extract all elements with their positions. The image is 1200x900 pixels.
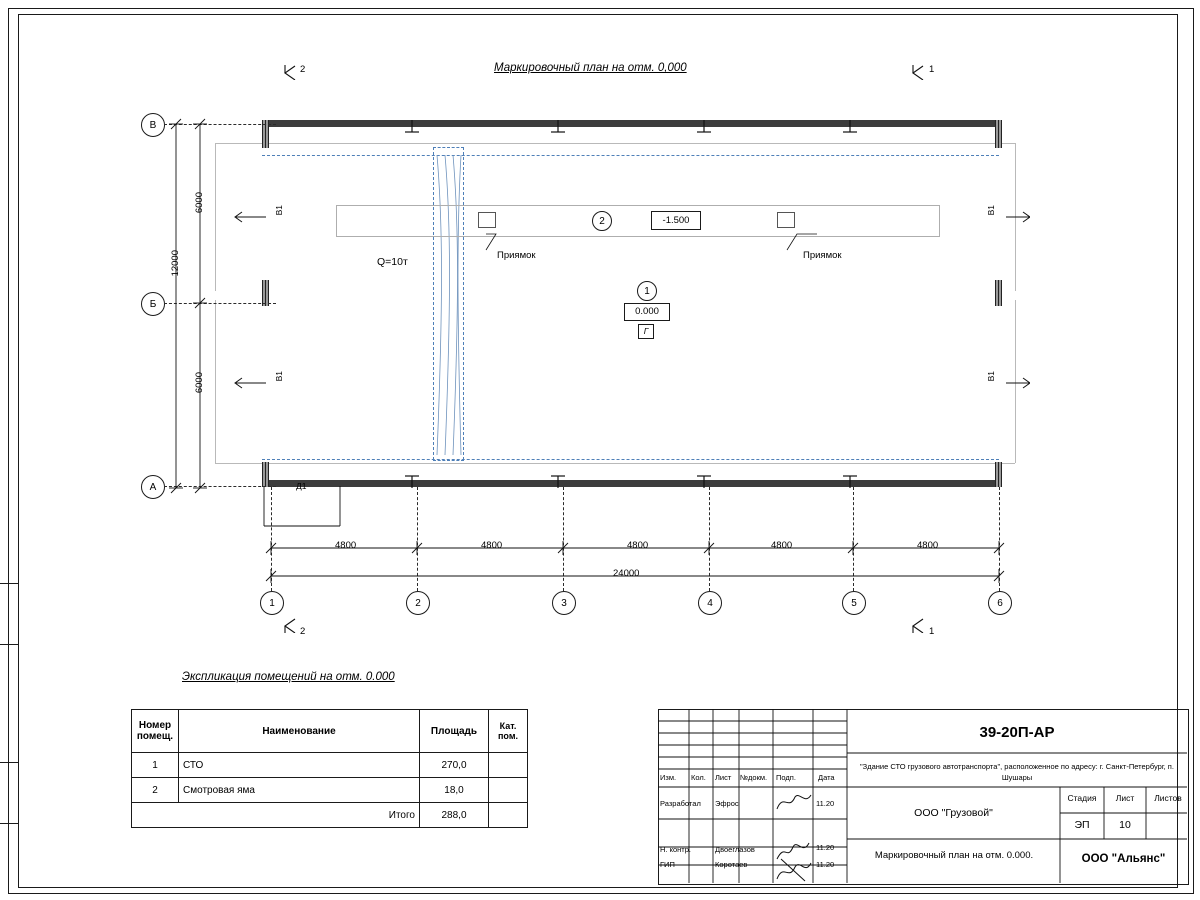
signature-3: [775, 855, 813, 883]
stamp-lists-label: Листов: [1154, 793, 1182, 803]
spec-total-value: 288,0: [420, 803, 489, 828]
pit-label-left: Приямок: [497, 250, 536, 261]
stamp-left-grid: [658, 709, 848, 883]
spec-cell-num: 2: [132, 778, 179, 803]
stamp-role-2: Н. контр.: [660, 845, 691, 854]
crane-runway-top: [262, 155, 999, 156]
spec-total-cat: [489, 803, 528, 828]
stamp-list-value: 10: [1119, 819, 1131, 831]
table-row: [132, 778, 528, 803]
columns-bottom: [258, 474, 1006, 490]
axis-bubble-h-5: 5: [842, 591, 866, 615]
table-total-row: [132, 803, 528, 828]
margin-tab-1: [0, 583, 18, 645]
spec-total-label: Итого: [179, 803, 420, 828]
door-label: Д1: [296, 481, 307, 491]
level-floor-badge: 0.000: [624, 303, 670, 321]
room-marker-1: 1: [637, 281, 657, 301]
spec-col-area: Площадь: [420, 710, 489, 753]
spec-col-num: Номер помещ.: [132, 710, 179, 753]
window-mark-right-lower: В1: [986, 371, 996, 382]
signature-1: [775, 789, 813, 815]
dim-bay-1: 4800: [335, 540, 357, 551]
exit-arrows: [230, 205, 1030, 395]
spec-title: Экспликация помещений на отм. 0.000: [182, 671, 395, 683]
axis-bubble-h-3: 3: [552, 591, 576, 615]
door-d1: [262, 486, 342, 530]
plan-title: Маркировочный план на отм. 0,000: [494, 62, 687, 74]
room-outline-bottom: [215, 463, 1015, 464]
spec-col-name: Наименование: [179, 710, 420, 753]
dim-bay-2: 4800: [481, 540, 503, 551]
stamp-date-2: 11.20: [816, 843, 835, 852]
inspection-pit-top: [433, 147, 464, 148]
stamp-col-podp: Подп.: [776, 773, 796, 782]
room-outline-top: [215, 143, 1015, 144]
section-mark-label: 1: [929, 626, 935, 637]
stamp-sheet-title-text: Маркировочный план на отм. 0.000.: [874, 850, 1034, 861]
spec-cell-name: СТО: [179, 753, 420, 778]
window-mark-left-lower: В1: [274, 371, 284, 382]
stamp-list-label: Лист: [1115, 793, 1135, 803]
room-outline-left-lower: [215, 300, 216, 463]
spec-cell-cat: [489, 778, 528, 803]
spec-total-spacer: [132, 803, 179, 828]
spec-col-cat: Кат. пом.: [489, 710, 528, 753]
crane-runway-bottom: [262, 459, 999, 460]
stamp-date-3: 11.20: [816, 860, 835, 869]
dim-bay-4: 4800: [771, 540, 793, 551]
window-mark-right-upper: В1: [986, 205, 996, 216]
axis-bubble-v-1: В: [141, 113, 165, 137]
category-badge: Г: [638, 324, 654, 339]
columns-top: [258, 118, 1006, 134]
axis-bubble-v-2: Б: [141, 292, 165, 316]
dim-bay-5: 4800: [917, 540, 939, 551]
stamp-stage-value: ЭП: [1074, 819, 1090, 831]
spec-cell-cat: [489, 753, 528, 778]
stamp-name-2: Двоеглазов: [715, 845, 755, 854]
stamp-col-data: Дата: [818, 773, 835, 782]
spec-cell-num: 1: [132, 753, 179, 778]
inspection-pit-bottom: [433, 460, 464, 461]
room-marker-2: 2: [592, 211, 612, 231]
spec-table: [131, 709, 528, 828]
axis-bubble-h-6: 6: [988, 591, 1012, 615]
spec-cell-area: 270,0: [420, 753, 489, 778]
axis-bubble-v-3: А: [141, 475, 165, 499]
stamp-object: [851, 761, 1183, 783]
axis-bubble-h-4: 4: [698, 591, 722, 615]
window-mark-left-upper: В1: [274, 205, 284, 216]
dim-bay-v-2: 6000: [194, 372, 205, 394]
section-mark-label: 2: [300, 64, 306, 75]
stamp-col-izm: Изм.: [660, 773, 677, 782]
stamp-stage-label: Стадия: [1067, 793, 1097, 803]
section-mark-label: 1: [929, 64, 935, 75]
stamp-col-ndok: №докм.: [740, 773, 768, 782]
table-row: [132, 753, 528, 778]
table-header-row: [132, 710, 528, 753]
dimension-chain-vertical: [160, 118, 212, 494]
spec-cell-name: Смотровая яма: [179, 778, 420, 803]
crane-capacity-label: Q=10т: [377, 256, 408, 268]
stamp-role-3: ГИП: [660, 860, 675, 869]
stamp-name-1: Эфрос: [715, 799, 739, 808]
margin-tab-2: [0, 762, 18, 824]
pit-label-right: Приямок: [803, 250, 842, 261]
stamp-code: 39-20П-АР: [979, 724, 1055, 741]
dim-total-horizontal: 24000: [613, 568, 640, 579]
stamp-company: ООО "Альянс": [1081, 853, 1166, 865]
spec-cell-area: 18,0: [420, 778, 489, 803]
stamp-object-text: "Здание СТО грузового автотранспорта", расположенное по адресу: г. Санкт-Петербург, п. Шушары: [860, 762, 1174, 782]
dim-total-vertical: 12000: [170, 250, 181, 277]
stamp-date-1: 11.20: [816, 799, 835, 808]
level-pit-badge: -1.500: [651, 211, 701, 230]
section-mark-label: 2: [300, 626, 306, 637]
dim-bay-3: 4800: [627, 540, 649, 551]
room-outline-left-upper: [215, 143, 216, 291]
stamp-col-list: Лист: [715, 773, 732, 782]
title-block: [658, 709, 1188, 884]
stamp-role-1: Разработал: [660, 799, 701, 808]
stamp-customer: ООО "Грузовой": [914, 807, 993, 819]
axis-bubble-h-2: 2: [406, 591, 430, 615]
dim-bay-v-1: 6000: [194, 192, 205, 214]
axis-bubble-h-1: 1: [260, 591, 284, 615]
stamp-col-kol: Кол.: [691, 773, 706, 782]
stamp-name-3: Коротаев: [715, 860, 748, 869]
stamp-sheet-title: [850, 849, 1058, 862]
